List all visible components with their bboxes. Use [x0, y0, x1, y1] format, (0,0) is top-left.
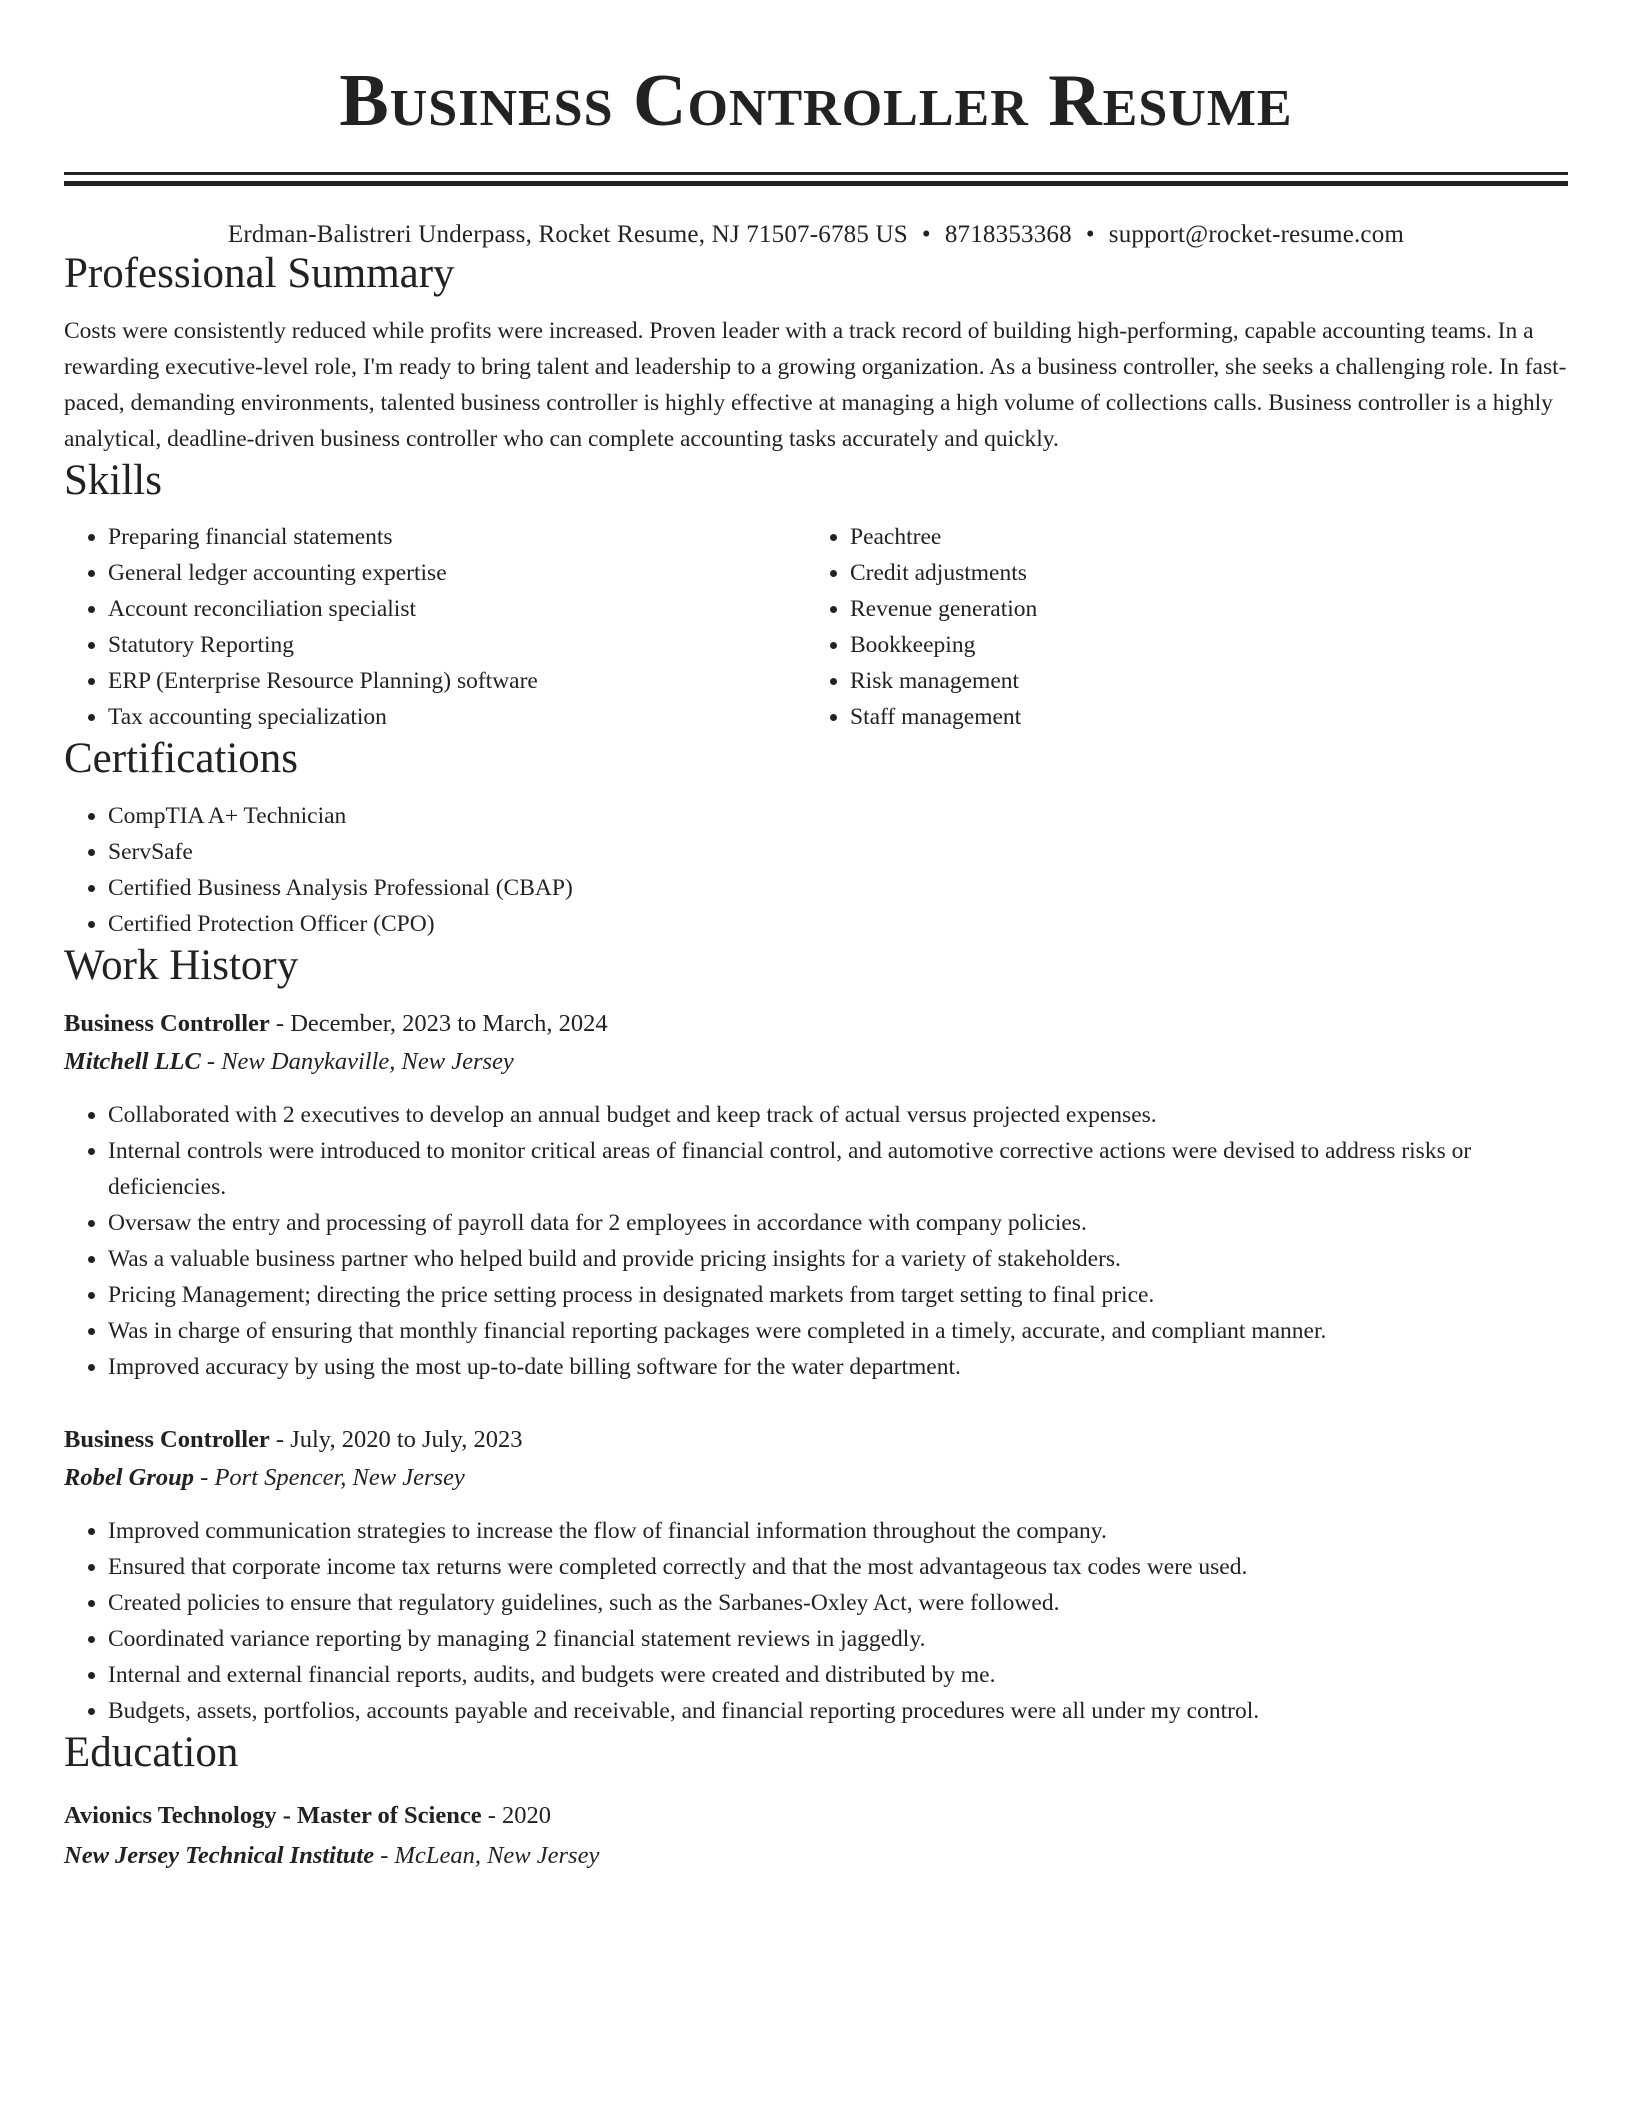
- job-company-line: Mitchell LLC - New Danykaville, New Jersey: [64, 1048, 514, 1076]
- job-duty: • Pricing Management; directing the price setting process in designated markets from target setting to final price.: [108, 1277, 1568, 1313]
- contact-phone: 8718353368: [944, 221, 1072, 248]
- job-duty: • Coordinated variance reporting by managing 2 financial statement reviews in jaggedly.: [108, 1621, 1568, 1657]
- education-heading: Education: [64, 1729, 239, 1777]
- job-duty: • Ensured that corporate income tax returns were completed correctly and that the most advantageous tax codes were used.: [108, 1549, 1568, 1585]
- summary-text: Costs were consistently reduced while profits were increased. Proven leader with a track record of building high-performing, capable accounting teams. In a rewarding executive-level role, I'm ready to bring talent and leadership to a growing organization. As a business controller, she seeks a challenging role. In fast-paced, demanding environments, talented business controller is highly effective at managing a high volume of collections calls. Business controller is a highly analytical, deadline-driven business controller who can complete accounting tasks accurately and quickly.: [64, 318, 1567, 453]
- job-duty: • Budgets, assets, portfolios, accounts payable and receivable, and financial reporting procedures were all under my control.: [108, 1693, 1568, 1729]
- title-divider-thick: [64, 181, 1568, 186]
- job-duty: • Was a valuable business partner who helped build and provide pricing insights for a variety of stakeholders.: [108, 1241, 1568, 1277]
- skills-columns: [64, 519, 1568, 735]
- job-title: Business Controller: [64, 1426, 270, 1454]
- skill-item: • Bookkeeping: [850, 627, 1548, 663]
- job-entry: [64, 1005, 1568, 1385]
- certification-item: • Certified Protection Officer (CPO): [108, 906, 1568, 942]
- job-duty: • Collaborated with 2 executives to develop an annual budget and keep track of actual versus projected expenses.: [108, 1097, 1568, 1133]
- skill-item: • Risk management: [850, 663, 1548, 699]
- job-company: Mitchell LLC: [64, 1048, 201, 1076]
- job-title-line: Business Controller - July, 2020 to July, 2023: [64, 1426, 523, 1454]
- education-entry: [64, 1796, 1568, 1876]
- job-company-line: Robel Group - Port Spencer, New Jersey: [64, 1464, 465, 1492]
- job-duties-list: [64, 1513, 1568, 1729]
- job-duty: • Internal controls were introduced to monitor critical areas of financial control, and automotive corrective actions were devised to address risks or deficiencies.: [108, 1133, 1568, 1205]
- skills-column-right: [806, 519, 1548, 735]
- skill-item: • Account reconciliation specialist: [108, 591, 806, 627]
- resume-title: Business Controller Resume: [339, 60, 1293, 142]
- job-dates: July, 2020 to July, 2023: [290, 1426, 523, 1454]
- job-duty: • Internal and external financial reports, audits, and budgets were created and distributed by me.: [108, 1657, 1568, 1693]
- job-duty: • Was in charge of ensuring that monthly financial reporting packages were completed in a timely, accurate, and compliant manner.: [108, 1313, 1568, 1349]
- job-location: Port Spencer, New Jersey: [214, 1464, 465, 1492]
- job-title: Business Controller: [64, 1010, 270, 1038]
- title-divider-thin: [64, 172, 1568, 175]
- skill-item: • ERP (Enterprise Resource Planning) software: [108, 663, 806, 699]
- skills-list-right: [806, 519, 1548, 735]
- skill-item: • Tax accounting specialization: [108, 699, 806, 735]
- education-year: 2020: [502, 1802, 552, 1830]
- skill-item: • Peachtree: [850, 519, 1548, 555]
- certification-item: • Certified Business Analysis Professional (CBAP): [108, 870, 1568, 906]
- skill-item: • Credit adjustments: [850, 555, 1548, 591]
- skill-item: • Statutory Reporting: [108, 627, 806, 663]
- education-location: McLean, New Jersey: [394, 1842, 600, 1870]
- job-title-line: Business Controller - December, 2023 to March, 2024: [64, 1010, 608, 1038]
- work-history-heading: Work History: [64, 941, 299, 989]
- contact-email: support@rocket-resume.com: [1108, 221, 1405, 248]
- job-company: Robel Group: [64, 1464, 195, 1492]
- summary-heading: Professional Summary: [64, 250, 455, 297]
- job-dates: December, 2023 to March, 2024: [290, 1010, 608, 1038]
- education-degree: Avionics Technology - Master of Science: [64, 1802, 482, 1830]
- contact-separator: •: [921, 221, 931, 248]
- certification-item: • ServSafe: [108, 834, 1568, 870]
- skill-item: • Staff management: [850, 699, 1548, 735]
- skills-list-left: [64, 519, 806, 735]
- education-school: New Jersey Technical Institute: [64, 1842, 375, 1870]
- skills-heading: Skills: [64, 457, 162, 505]
- job-duty: • Oversaw the entry and processing of payroll data for 2 employees in accordance with company policies.: [108, 1205, 1568, 1241]
- job-duty: • Improved communication strategies to increase the flow of financial information throughout the company.: [108, 1513, 1568, 1549]
- contact-line: [64, 220, 1568, 250]
- job-location: New Danykaville, New Jersey: [221, 1048, 514, 1076]
- skills-column-left: [64, 519, 806, 735]
- contact-address: Erdman-Balistreri Underpass, Rocket Resume, NJ 71507-6785 US: [227, 221, 908, 248]
- certification-item: • CompTIA A+ Technician: [108, 798, 1568, 834]
- job-duty: • Created policies to ensure that regulatory guidelines, such as the Sarbanes-Oxley Act, were followed.: [108, 1585, 1568, 1621]
- job-entry: [64, 1421, 1568, 1729]
- job-duties-list: [64, 1097, 1568, 1385]
- education-school-line: New Jersey Technical Institute - McLean, New Jersey: [64, 1842, 600, 1870]
- education-degree-line: Avionics Technology - Master of Science - 2020: [64, 1802, 552, 1830]
- skill-item: • General ledger accounting expertise: [108, 555, 806, 591]
- skill-item: • Preparing financial statements: [108, 519, 806, 555]
- contact-separator: •: [1085, 221, 1095, 248]
- job-duty: • Improved accuracy by using the most up-to-date billing software for the water department.: [108, 1349, 1568, 1385]
- skill-item: • Revenue generation: [850, 591, 1548, 627]
- certifications-heading: Certifications: [64, 734, 299, 782]
- certifications-list: [64, 798, 1568, 942]
